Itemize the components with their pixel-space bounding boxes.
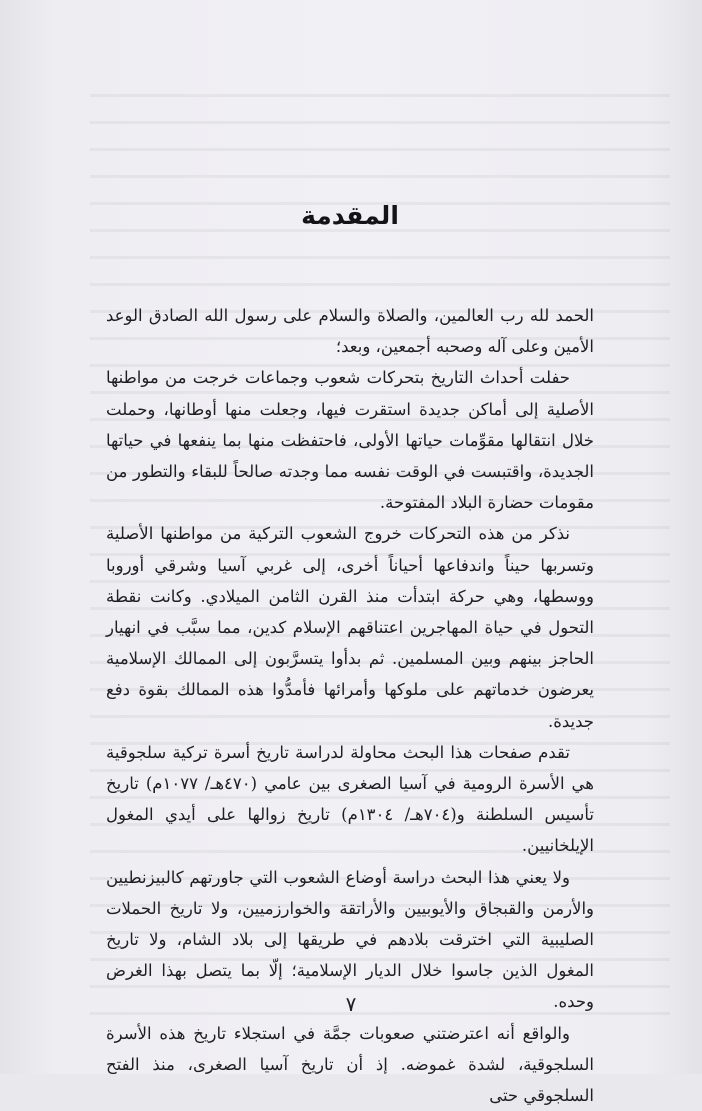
page-number: ٧: [345, 992, 357, 1016]
paragraph: والواقع أنه اعترضتني صعوبات جمَّة في استجلاء تاريخ هذه الأسرة السلجوقية، لشدة غموضه. إذ أن تاريخ آسيا الصغرى، منذ الفتح السلجوقي حتى: [106, 1023, 594, 1106]
page-title: المقدمة: [301, 201, 399, 230]
paragraph: نذكر من هذه التحركات خروج الشعوب التركية من مواطنها الأصلية وتسربها حيناً واندفاعها أحياناً أخرى، إلى غربي آسيا وشرقي أوروبا ووسطها، وهي حركة ابتدأت منذ القرن الثامن الميلادي. وكانت نقطة التحول في حياة المهاجرين اعتناقهم الإسلام كدين، مما سبَّب في انهيار الحاجز بينهم وبين المسلمين. ثم بدأوا يتسرَّبون إلى الممالك الإسلامية يعرضون خدماتهم على ملوكها وأمرائها فأمدُّوا هذه الممالك بقوة دفع جديدة.: [106, 524, 594, 731]
page-content: [106, 198, 594, 1111]
paragraph-opening: الحمد لله رب العالمين، والصلاة والسلام على رسول الله الصادق الوعد الأمين وعلى آله وصحبه أجمعين، وبعد؛: [106, 306, 594, 357]
paragraph: تقدم صفحات هذا البحث محاولة لدراسة تاريخ أسرة تركية سلجوقية هي الأسرة الرومية في آسيا الصغرى بين عامي (٤٧٠هـ/ ١٠٧٧م) تاريخ تأسيس السلطنة و(٧٠٤هـ/ ١٣٠٤م) تاريخ زوالها على أيدي المغول الإيلخانيين.: [106, 742, 594, 856]
paragraph: حفلت أحداث التاريخ بتحركات شعوب وجماعات خرجت من مواطنها الأصلية إلى أماكن جديدة استقرت فيها، وجعلت منها أوطانها، وحملت خلال انتقالها مقوِّمات حياتها الأولى، فاحتفظت منها بما ينفعها في حياتها الجديدة، واقتبست في الوقت نفسه مما وجدته صالحاً للبقاء والتطور من مقومات حضارة البلاد المفتوحة.: [106, 368, 594, 513]
paragraph: ولا يعني هذا البحث دراسة أوضاع الشعوب التي جاورتهم كالبيزنطيين والأرمن والقبجاق والأيوبيين والأراتقة والخوارزميين، ولا تاريخ الحملات الصليبية التي اخترقت بلادهم في طريقها إلى بلاد الشام، ولا تاريخ المغول الذين جاسوا خلال الديار الإسلامية؛ إلّا بما يتصل بهذا الغرض وحده.: [106, 867, 594, 1012]
